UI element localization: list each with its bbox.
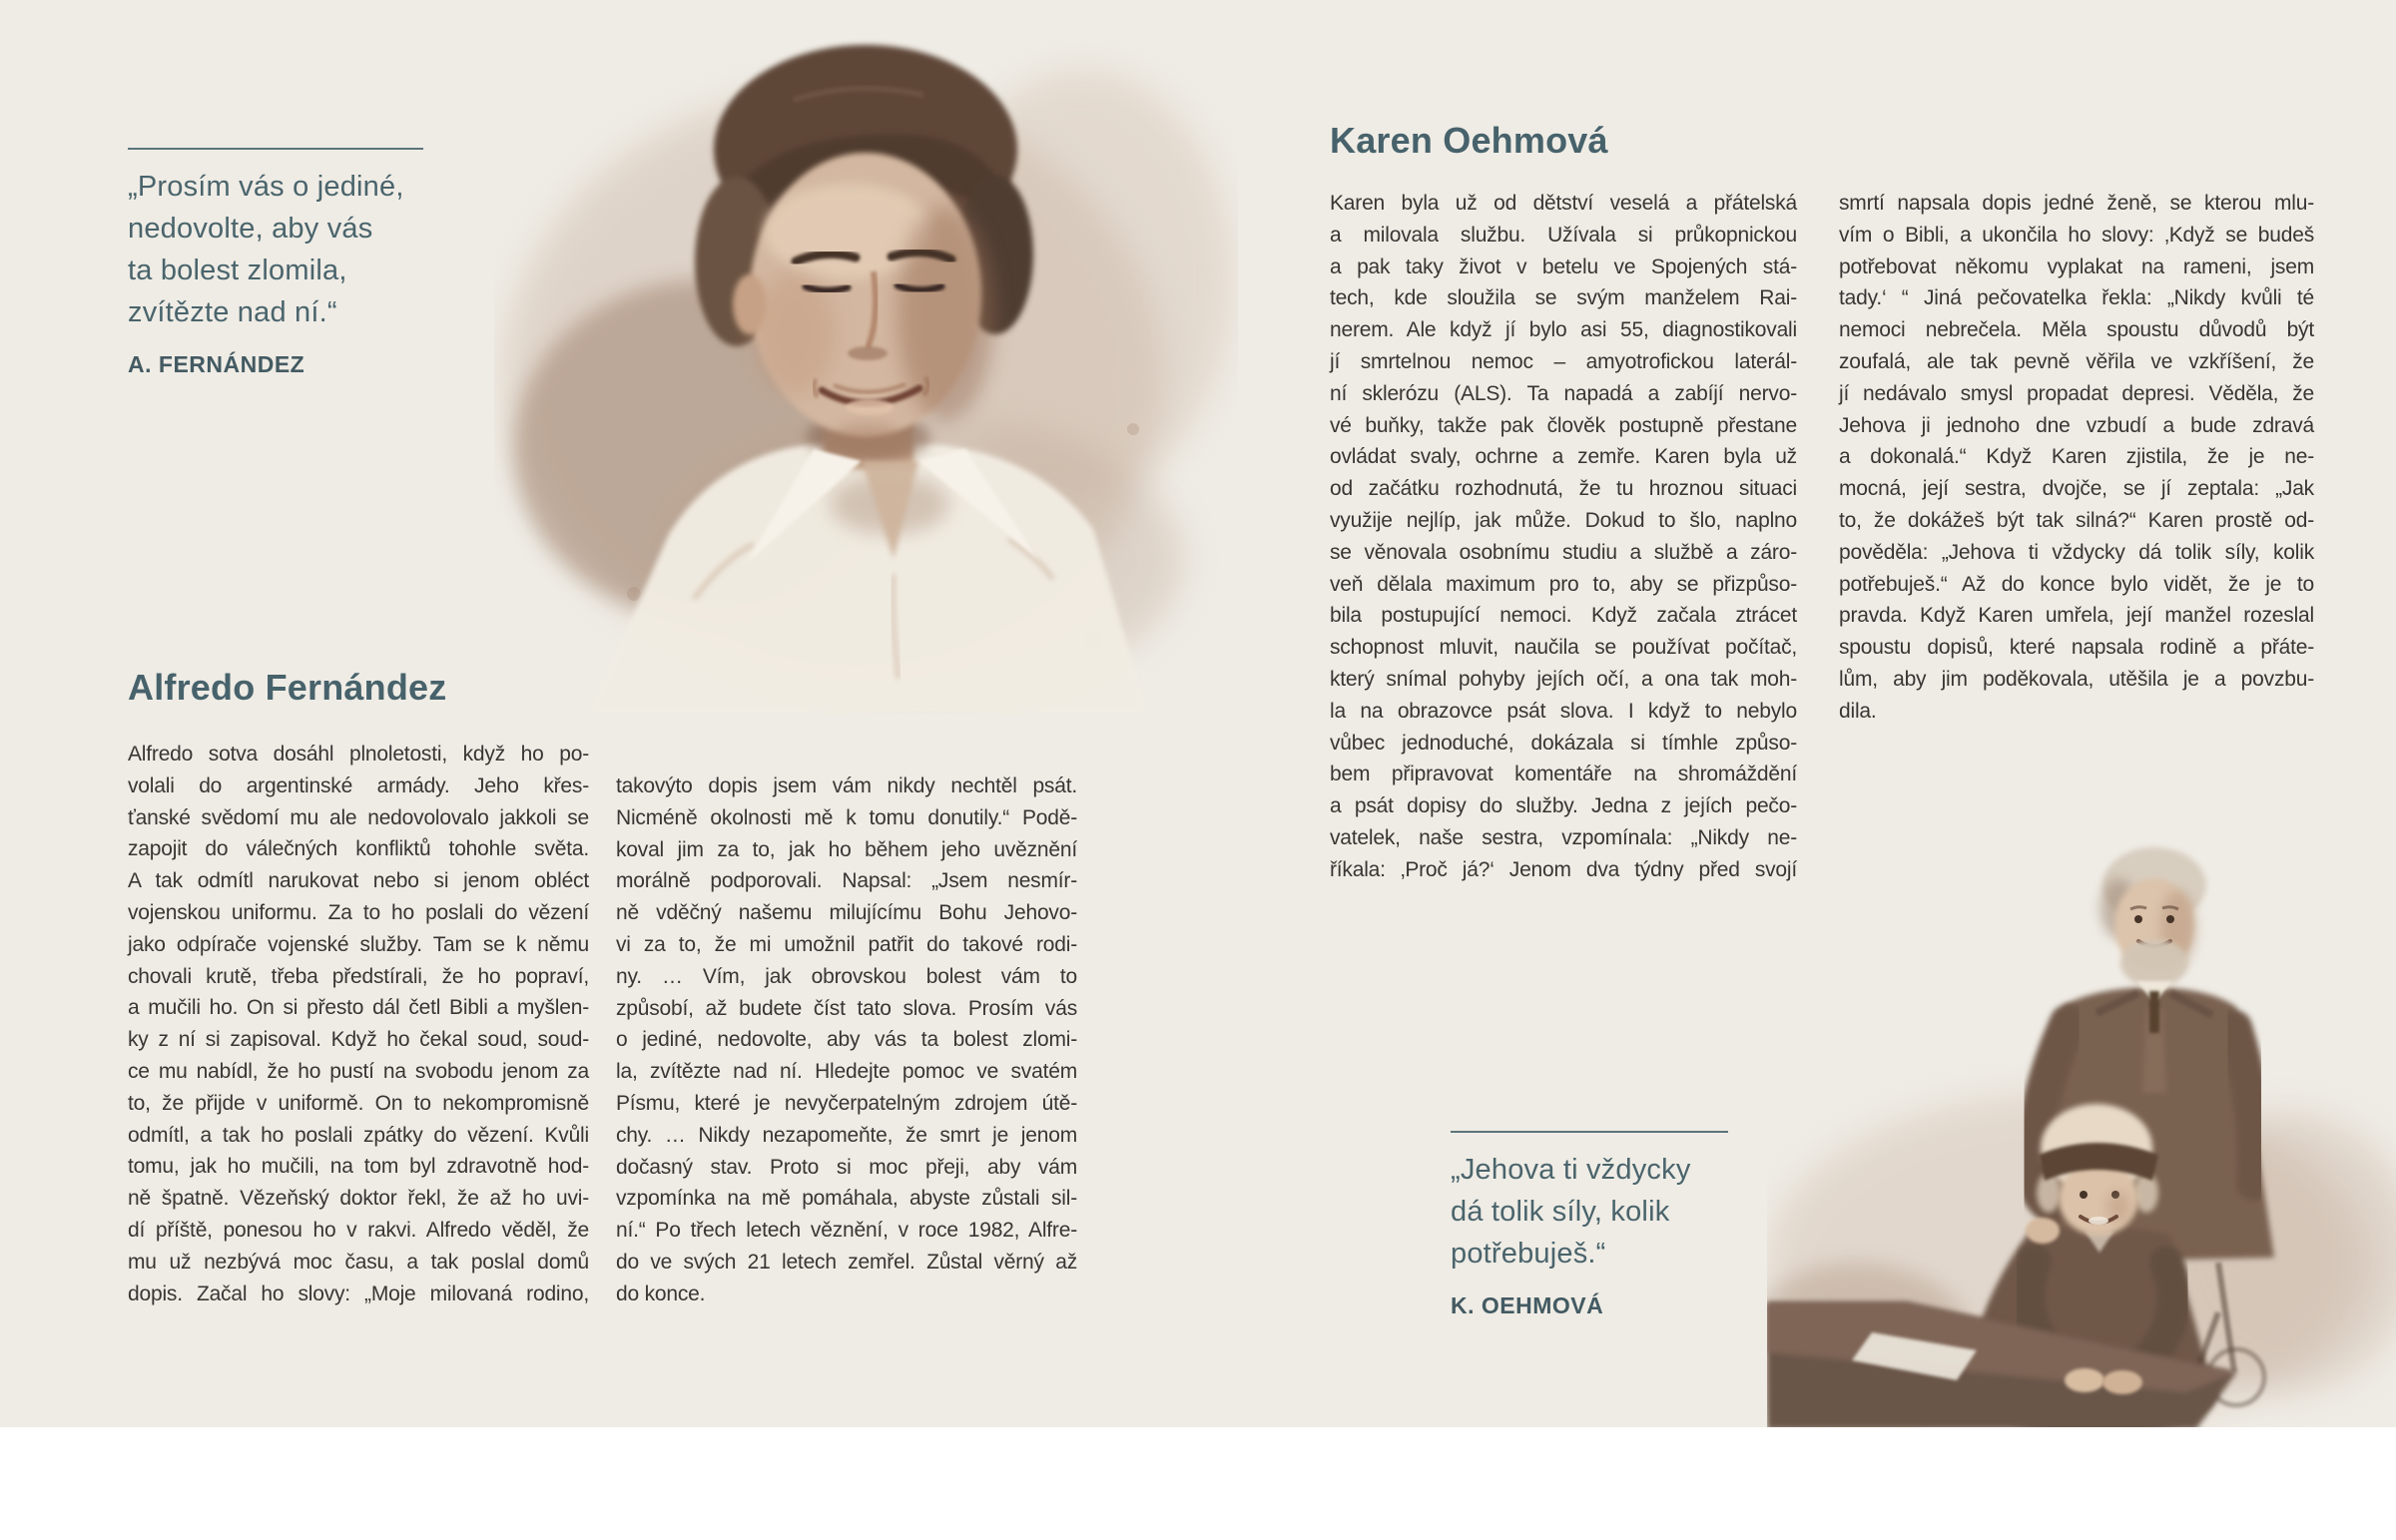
pull-quote-fernandez — [128, 148, 423, 378]
text-line: vůbec jednoduché, dokázala si tímhle způso- — [1330, 731, 1797, 755]
text-line: ní sklerózu (ALS). Ta napadá a zabíjí nervo- — [1330, 381, 1797, 405]
couple-illustration — [1767, 833, 2396, 1429]
text-line: bem připravovat komentáře na shromáždění — [1330, 763, 1797, 786]
text-line: a dokonalá.“ Když Karen zjistila, že je ne- — [1839, 445, 2314, 469]
text-line: A tak odmítl narukovat nebo si jenom obléct — [128, 869, 589, 893]
text-line: a psát dopisy do služby. Jedna z jejích pečo- — [1330, 794, 1797, 818]
text-line: ťanské svědomí mu ale nedovolovalo jakkoli se — [128, 805, 589, 829]
text-line: vé buňky, takže pak člověk postupně přestane — [1330, 413, 1797, 437]
text-line: dočasný stav. Proto si moc přeji, aby vám — [616, 1155, 1077, 1179]
text-line: vzpomínka na mě pomáhala, abyste zůstali sil- — [616, 1187, 1077, 1211]
text-line: ky z ní si zapisoval. Když ho čekal soud, soud- — [128, 1028, 589, 1052]
text-line: volali do argentinské armády. Jeho křes- — [128, 773, 589, 797]
quote-rule — [128, 148, 423, 150]
text-line: zapojit do válečných konfliktů tohohle světa. — [128, 837, 589, 861]
text-line: potřebovat někomu vyplakat na rameni, jsem — [1839, 255, 2314, 278]
text-line: který snímal pohyby jejích očí, a ona tak moh- — [1330, 667, 1797, 691]
text-line: tomu, jak ho mučili, na tom byl zdravotně hod- — [128, 1155, 589, 1179]
text-line: to, že dokážeš být tak silná?“ Karen prostě od- — [1839, 508, 2314, 532]
text-line: la, zvítězte nad ní. Hledejte pomoc ve svatém — [616, 1060, 1077, 1084]
quote-attribution: K. OEHMOVÁ — [1451, 1292, 1604, 1318]
text-line: nerem. Ale když jí bylo asi 55, diagnostikovali — [1330, 318, 1797, 342]
text-line: dí příště, ponesou ho v rakvi. Alfredo věděl, že — [128, 1218, 589, 1242]
text-line: ně vděčný našemu milujícímu Bohu Jehovo- — [616, 901, 1077, 925]
text-line: koval jim za to, jak ho během jeho uvěznění — [616, 837, 1077, 861]
text-line: ovládat svaly, ochrne a zemře. Karen byla už — [1330, 445, 1797, 469]
story-column-karen-1 — [1330, 188, 1797, 886]
text-line: a mučili ho. On si přesto dál četl Bibli a myšlen- — [128, 996, 589, 1020]
story-column-alfredo-2 — [616, 770, 1077, 1310]
watercolor-portrait-svg — [494, 0, 1238, 714]
text-line: jako odpírače vojenské služby. Tam se k němu — [128, 932, 589, 956]
text-line: zoufalá, ale tak pevně věřila ve vzkříšení, že — [1839, 349, 2314, 373]
text-line: do ve svých 21 letech zemřel. Zůstal věrný až — [616, 1250, 1077, 1274]
text-line: se věnovala osobnímu studiu a službě a záro- — [1330, 540, 1797, 564]
text-line: chy. … Nikdy nezapomeňte, že smrt je jenom — [616, 1123, 1077, 1147]
text-line: mocná, její sestra, dvojče, se jí zeptala: „Jak — [1839, 477, 2314, 501]
section-heading-alfredo: Alfredo Fernández — [128, 667, 447, 708]
text-line: tech, kde sloužila se svým manželem Rai- — [1330, 286, 1797, 310]
text-line: potřebuješ.“ Až do konce bylo vidět, že je to — [1839, 572, 2314, 596]
portrait-illustration-young-man — [494, 0, 1238, 714]
text-line: od začátku rozhodnutá, že tu hroznou situaci — [1330, 477, 1797, 501]
text-line: a milovala službu. Užívala si průkopnickou — [1330, 223, 1797, 247]
text-line: jí smrtelnou nemoc – amyotrofickou laterál- — [1330, 349, 1797, 373]
text-line: lům, aby jim poděkovala, utěšila je a povzbu- — [1839, 667, 2314, 691]
text-line: chovali krutě, třeba předstírali, že ho popraví, — [128, 964, 589, 988]
quote-attribution: A. FERNÁNDEZ — [128, 351, 305, 377]
text-line: ny. … Vím, jak obrovskou bolest vám to — [616, 964, 1077, 988]
text-line: Nicméně okolnosti mě k tomu donutily.“ Podě- — [616, 805, 1077, 829]
text-line: veň dělala maximum pro to, aby se přizpůso- — [1330, 572, 1797, 596]
story-column-karen-2 — [1839, 188, 2314, 728]
text-line: dila. — [1839, 699, 1877, 723]
text-line: takovýto dopis jsem vám nikdy nechtěl psát. — [616, 774, 1077, 797]
text-line: a pak taky život v betelu ve Spojených stá- — [1330, 255, 1797, 278]
text-line: tady.‘ “ Jiná pečovatelka řekla: „Nikdy kvůli té — [1839, 286, 2314, 310]
bottom-margin-band — [0, 1427, 2396, 1540]
text-line: schopnost mluvit, naučila se používat počítač, — [1330, 636, 1797, 660]
text-line: bila postupující nemoci. Když začala ztrácet — [1330, 604, 1797, 628]
text-line: nemoci nebrečela. Měla spoustu důvodů být — [1839, 318, 2314, 342]
pull-quote-oehmova — [1451, 1131, 1728, 1319]
text-line: o jediné, nedovolte, aby vás ta bolest zlomi- — [616, 1028, 1077, 1052]
quote-rule — [1451, 1131, 1728, 1133]
text-line: spoustu dopisů, které napsala rodině a přáte- — [1839, 636, 2314, 660]
text-line: „Jehova ti vždycky — [1451, 1154, 1691, 1186]
text-line: smrtí napsala dopis jedné ženě, se kterou mlu- — [1839, 192, 2314, 215]
story-column-alfredo-1 — [128, 739, 589, 1309]
text-line: odmítl, a tak ho poslali zpátky do vězení. Kvůli — [128, 1123, 589, 1147]
text-line: způsobí, až budete číst tato slova. Prosím vás — [616, 996, 1077, 1020]
text-line: využije nejlíp, jak může. Dokud to šlo, naplno — [1330, 508, 1797, 532]
text-line: zvítězte nad ní.“ — [128, 296, 337, 328]
quote-text — [128, 166, 423, 333]
text-line: Alfredo sotva dosáhl plnoletosti, když ho po- — [128, 743, 589, 766]
text-line: pravda. Když Karen umřela, její manžel rozeslal — [1839, 604, 2314, 628]
text-line: říkala: ‚Proč já?‘ Jenom dva týdny před svojí — [1330, 857, 1797, 881]
text-line: „Prosím vás o jediné, — [128, 171, 404, 203]
text-line: ní.“ Po třech letech věznění, v roce 1982, Alfre- — [616, 1219, 1077, 1243]
text-line: do konce. — [616, 1282, 706, 1305]
text-line: dá tolik síly, kolik — [1451, 1196, 1670, 1228]
text-line: ně špatně. Vězeňský doktor řekl, že až ho uvi- — [128, 1187, 589, 1211]
text-line: Jehova ji jednoho dne vzbudí a bude zdravá — [1839, 413, 2314, 437]
text-line: vatelek, naše sestra, vzpomínala: „Nikdy ne- — [1330, 825, 1797, 849]
text-line: dopis. Začal ho slovy: „Moje milovaná rodino, — [128, 1282, 589, 1305]
text-line: ce mu nabídl, že ho pustí na svobodu jenom za — [128, 1059, 589, 1083]
text-line: potřebuješ.“ — [1451, 1238, 1606, 1270]
text-line: morálně podporovali. Napsal: „Jsem nesmír- — [616, 869, 1077, 893]
text-line: Písmu, které je nevyčerpatelným zdrojem útě- — [616, 1091, 1077, 1115]
text-line: vím o Bibli, a ukončila ho slovy: ‚Když se budeš — [1839, 223, 2314, 247]
text-line: vojenskou uniformu. Za to ho poslali do vězení — [128, 900, 589, 924]
text-line: la na obrazovce psát slova. I když to nebylo — [1330, 699, 1797, 723]
watercolor-couple-svg — [1767, 833, 2396, 1429]
text-line: ta bolest zlomila, — [128, 255, 347, 286]
text-line: vi za to, že mi umožnil patřit do takové rodi- — [616, 932, 1077, 956]
text-line: to, že přijde v uniformě. On to nekompromisně — [128, 1091, 589, 1115]
text-line: jí nedávalo smysl propadat depresi. Věděla, že — [1839, 381, 2314, 405]
text-line: mu už nezbývá moc času, a tak poslal domů — [128, 1250, 589, 1274]
quote-text — [1451, 1149, 1728, 1275]
section-heading-karen: Karen Oehmová — [1330, 120, 1608, 161]
text-line: Karen byla už od dětství veselá a přátelská — [1330, 192, 1797, 215]
text-line: nedovolte, aby vás — [128, 213, 373, 245]
text-line: pověděla: „Jehova ti vždycky dá tolik síly, kolik — [1839, 540, 2314, 564]
